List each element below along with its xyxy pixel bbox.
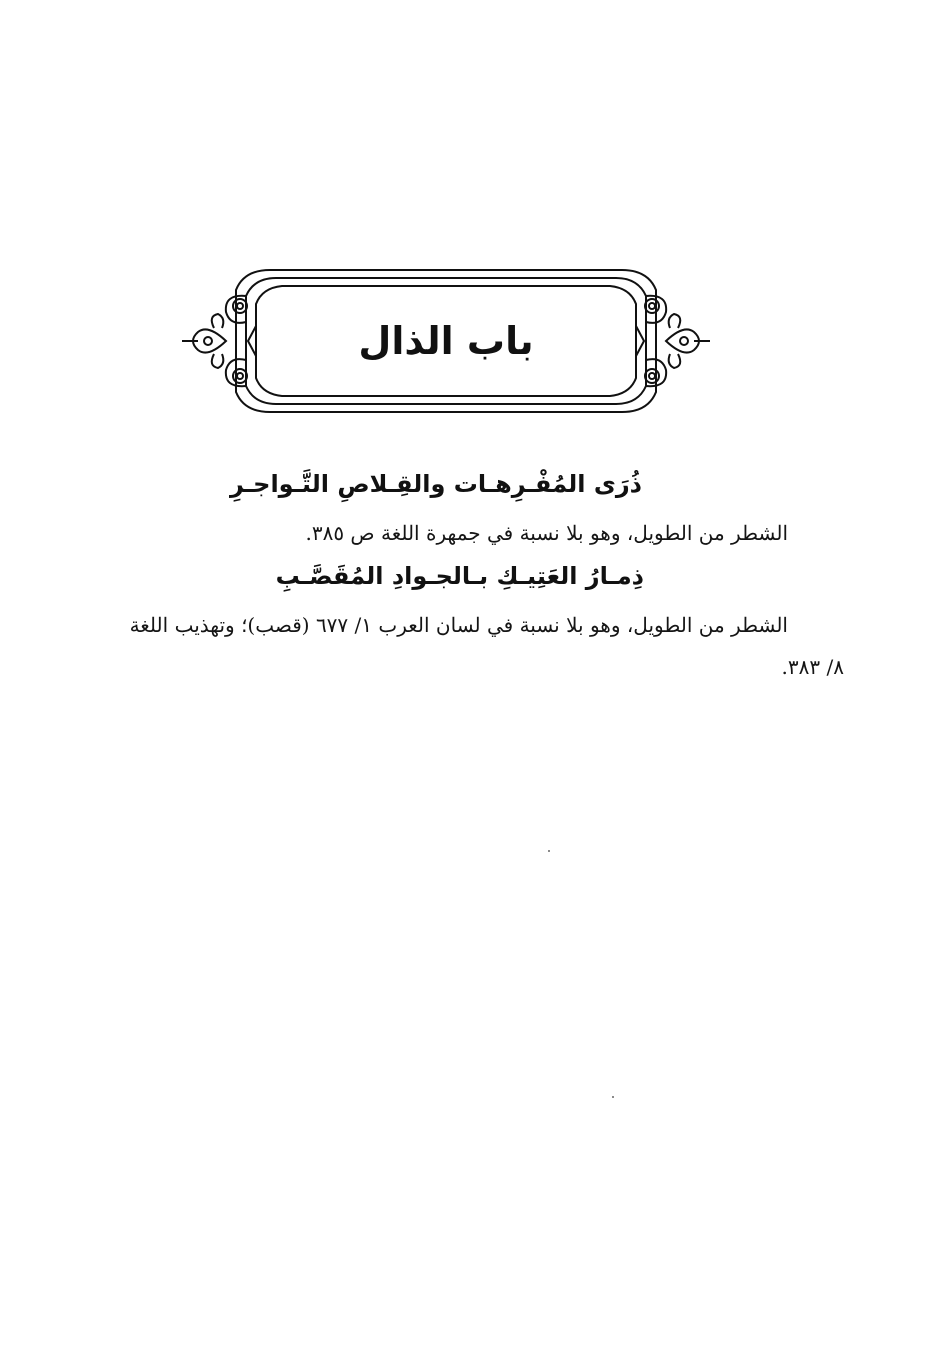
verse-2: ذِمـارُ العَتِيـكِ بـالجـوادِ المُقَصَّـبِ	[275, 562, 644, 590]
chapter-title: باب الذال	[358, 319, 534, 363]
paper-speck	[548, 850, 550, 852]
note-1: الشطر من الطويل، وهو بلا نسبة في جمهرة اللغة ص ٣٨٥.	[305, 521, 788, 545]
chapter-heading-frame	[178, 266, 714, 416]
paper-speck	[612, 1096, 614, 1098]
note-2-line-1: الشطر من الطويل، وهو بلا نسبة في لسان العرب ١/ ٦٧٧ (قصب)؛ وتهذيب اللغة	[129, 613, 788, 637]
verse-1: ذُرَى المُفْـرِهـات والقِـلاصِ التَّـواجـرِ	[230, 470, 642, 498]
note-2-line-2: ٨/ ٣٨٣.	[781, 655, 844, 679]
